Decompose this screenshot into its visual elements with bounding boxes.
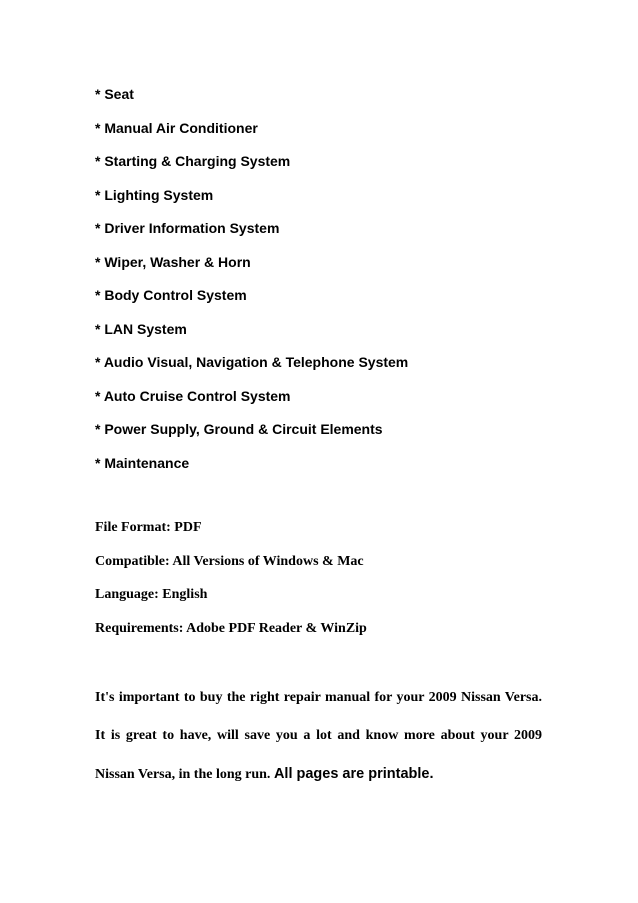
list-item: * Seat xyxy=(95,86,134,102)
file-specs xyxy=(95,518,565,652)
list-item: * Starting & Charging System xyxy=(95,153,291,169)
list-item: * Lighting System xyxy=(95,186,214,203)
list-item: * LAN System xyxy=(95,320,187,337)
language-line: Language: English xyxy=(95,587,208,602)
list-item: * Manual Air Conditioner xyxy=(95,119,258,136)
requirements-line: Requirements: Adobe PDF Reader & WinZip xyxy=(95,620,367,636)
description-paragraph xyxy=(95,679,542,794)
list-item: * Body Control System xyxy=(95,287,247,303)
file-format-line: File Format: PDF xyxy=(95,520,202,535)
compatible-line: Compatible: All Versions of Windows & Mac xyxy=(95,553,364,569)
list-item: * Maintenance xyxy=(95,454,190,471)
list-item: * Auto Cruise Control System xyxy=(95,387,291,404)
list-item: * Power Supply, Ground & Circuit Elements xyxy=(95,421,383,437)
description-text: It's important to buy the right repair manual for your 2009 Nissan Versa. It is great to have, will save you a lot and know more about your 2009 Nissan Versa, in the long run. xyxy=(95,690,542,782)
feature-list xyxy=(95,84,565,486)
list-item: * Driver Information System xyxy=(95,220,280,236)
list-item: * Audio Visual, Navigation & Telephone System xyxy=(95,354,409,370)
printable-note: All pages are printable. xyxy=(273,766,434,782)
list-item: * Wiper, Washer & Horn xyxy=(95,253,251,270)
